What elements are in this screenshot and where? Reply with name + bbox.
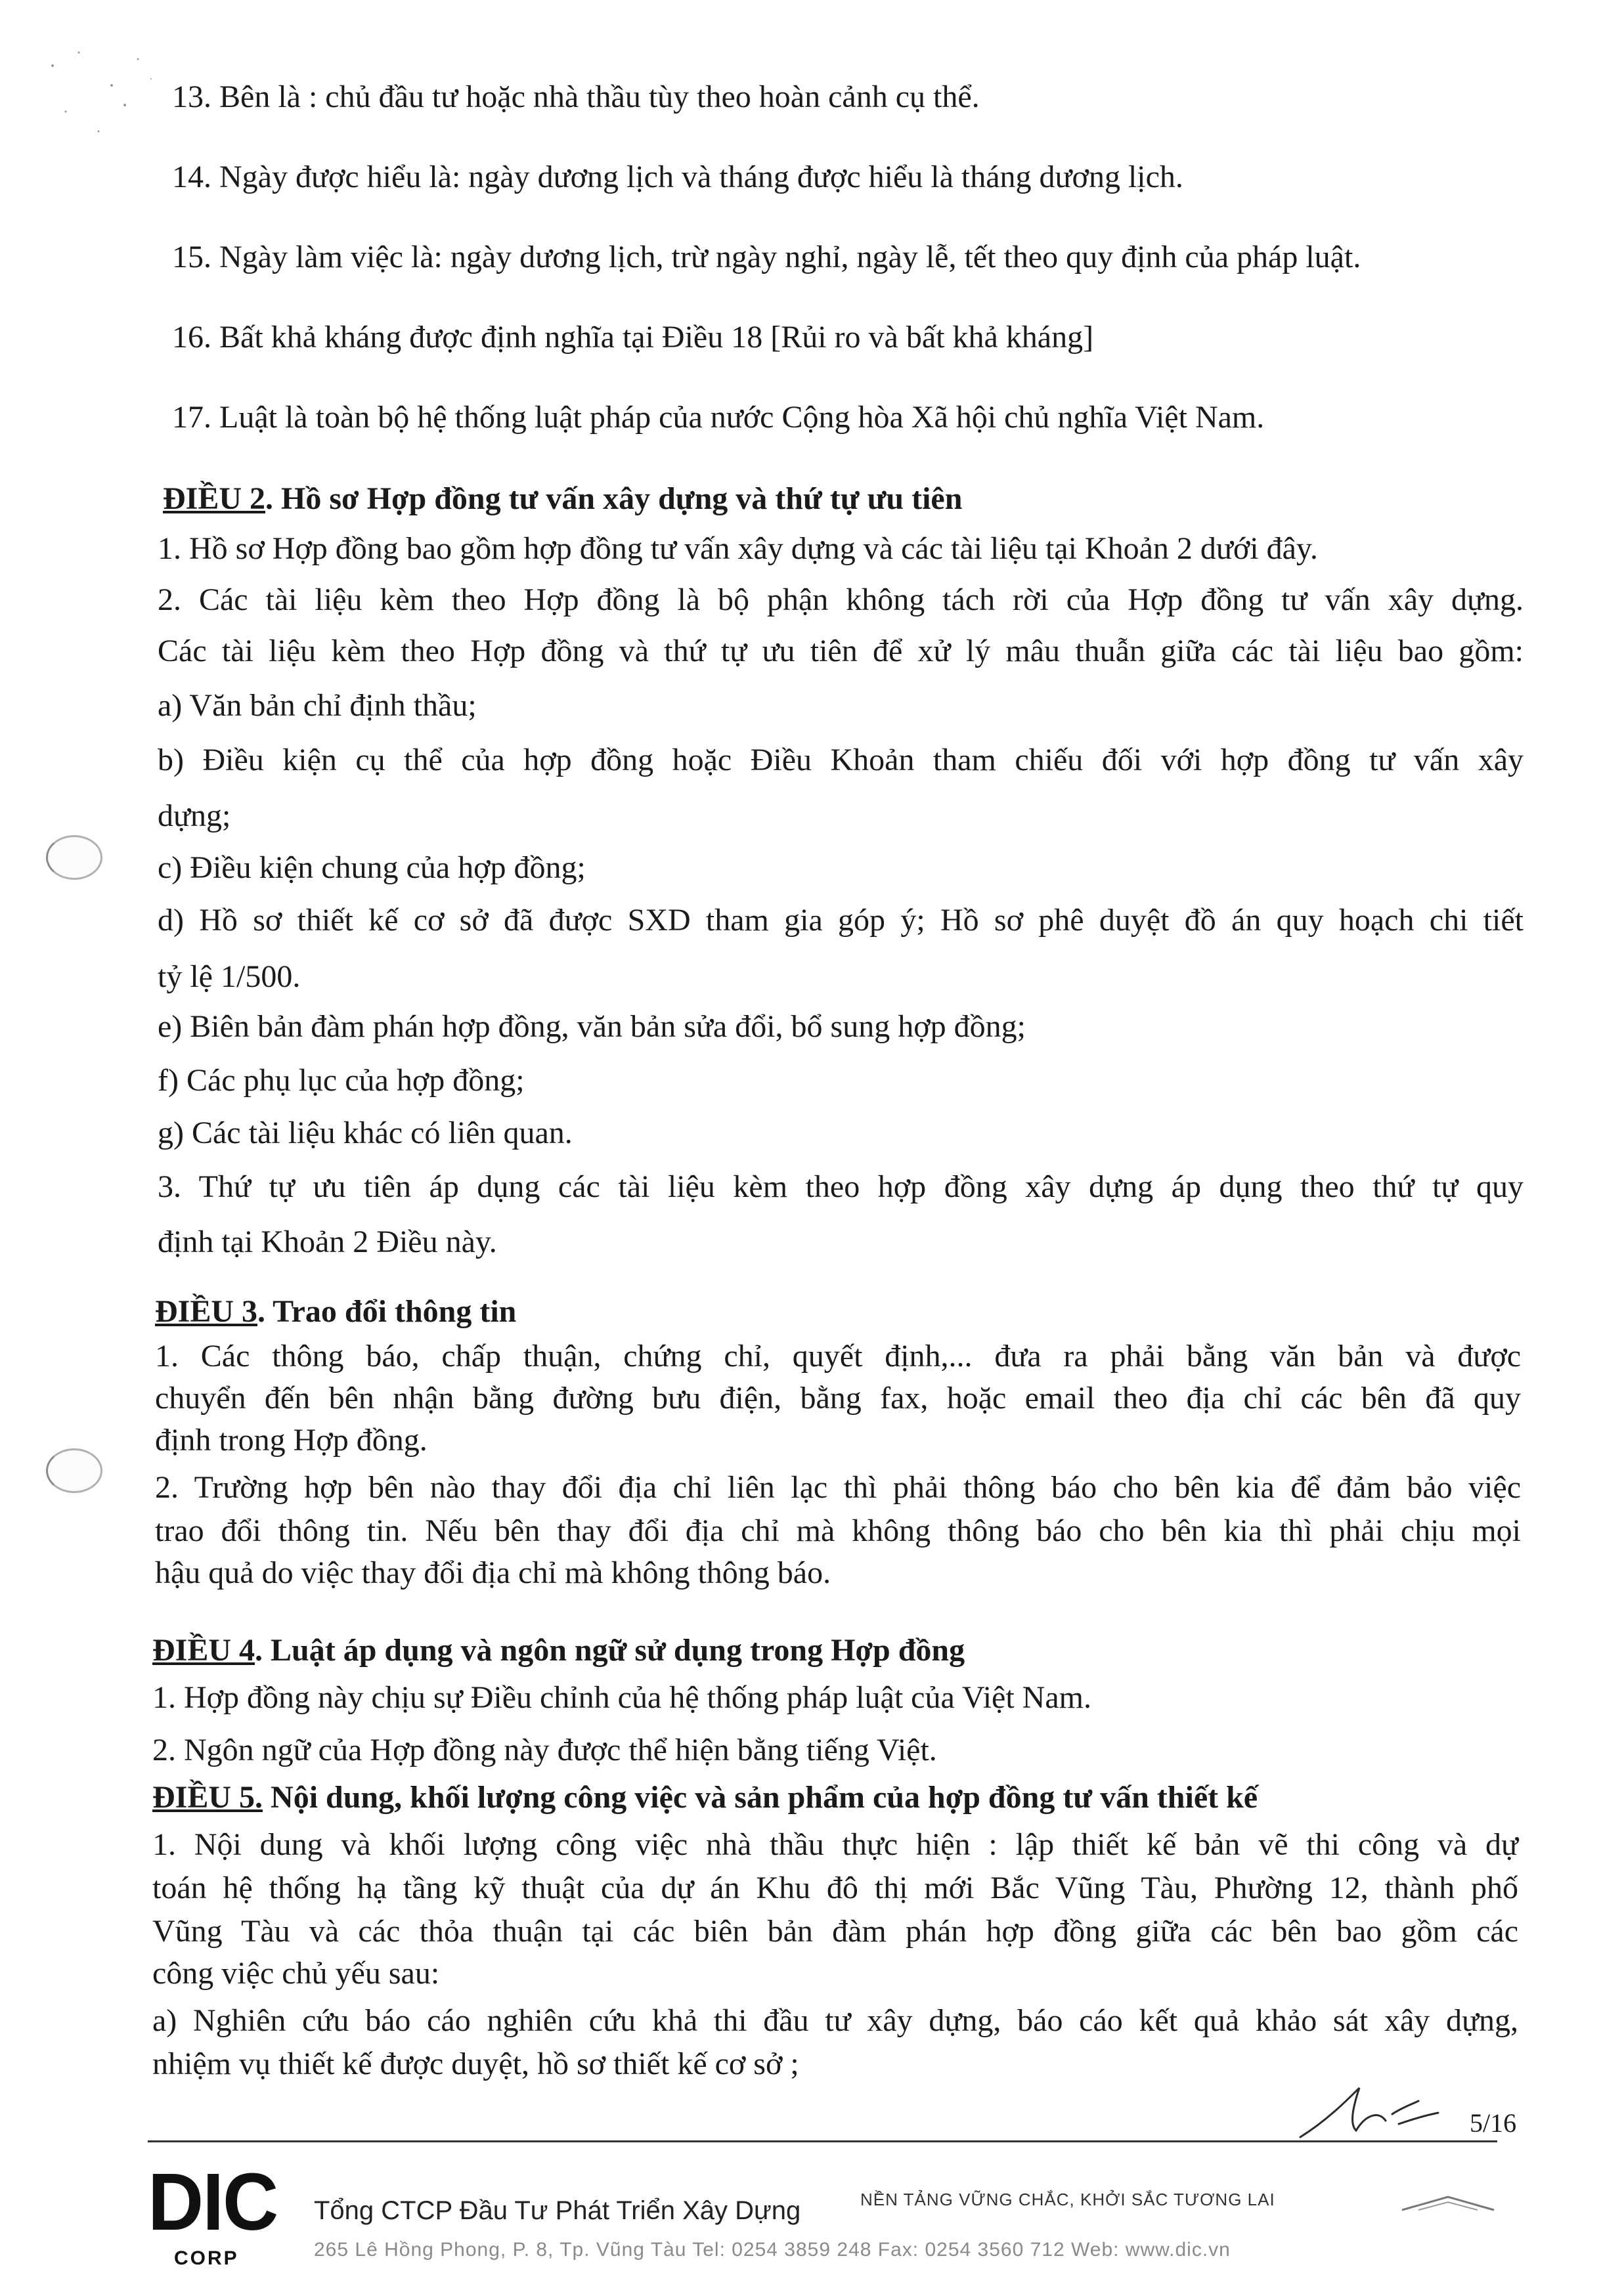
article-4-heading bbox=[152, 1631, 1518, 1670]
article-3-line: 1. Các thông báo, chấp thuận, chứng chỉ, quyết định,... đưa ra phải bằng văn bản và được bbox=[155, 1339, 1521, 1374]
article-5-label: ĐIỀU 5. bbox=[152, 1780, 263, 1815]
article-3-label: ĐIỀU 3 bbox=[155, 1294, 258, 1329]
article-3-heading bbox=[155, 1292, 1521, 1332]
article-5-title: Nội dung, khối lượng công việc và sản phẩm của hợp đồng tư vấn thiết kế bbox=[263, 1780, 1258, 1815]
article-2-line: tỷ lệ 1/500. bbox=[158, 959, 301, 994]
dic-corp-logo bbox=[148, 2156, 278, 2288]
article-5-line: toán hệ thống hạ tầng kỹ thuật của dự án Khu đô thị mới Bắc Vũng Tàu, Phường 12, thành phố bbox=[152, 1871, 1518, 1905]
article-4-line: 2. Ngôn ngữ của Hợp đồng này được thể hiện bằng tiếng Việt. bbox=[152, 1733, 937, 1767]
article-2-line: 3. Thứ tự ưu tiên áp dụng các tài liệu kèm theo hợp đồng xây dựng áp dụng theo thứ tự quy bbox=[158, 1169, 1524, 1204]
article-3-line: định trong Hợp đồng. bbox=[155, 1423, 428, 1458]
definition-17: 17. Luật là toàn bộ hệ thống luật pháp của nước Cộng hòa Xã hội chủ nghĩa Việt Nam. bbox=[172, 400, 1265, 435]
logo-subtitle: CORP bbox=[174, 2247, 239, 2269]
article-3-line: trao đổi thông tin. Nếu bên thay đổi địa chỉ mà không thông báo cho bên kia thì phải chịu mọi bbox=[155, 1513, 1521, 1548]
article-3-title: . Trao đổi thông tin bbox=[257, 1294, 517, 1329]
article-5-line: nhiệm vụ thiết kế được duyệt, hồ sơ thiết kế cơ sở ; bbox=[152, 2047, 799, 2081]
article-2-line: f) Các phụ lục của hợp đồng; bbox=[158, 1063, 525, 1098]
article-5-line: Vũng Tàu và các thỏa thuận tại các biên bản đàm phán hợp đồng giữa các bên bao gồm các bbox=[152, 1914, 1518, 1949]
article-2-title: . Hồ sơ Hợp đồng tư vấn xây dựng và thứ tự ưu tiên bbox=[265, 481, 963, 516]
article-4-title: . Luật áp dụng và ngôn ngữ sử dụng trong Hợp đồng bbox=[255, 1633, 965, 1668]
definition-16: 16. Bất khả kháng được định nghĩa tại Điều 18 [Rủi ro và bất khả kháng] bbox=[172, 320, 1094, 355]
article-2-line: a) Văn bản chỉ định thầu; bbox=[158, 688, 477, 723]
logo-mark: DIC bbox=[148, 2156, 278, 2248]
definition-15: 15. Ngày làm việc là: ngày dương lịch, trừ ngày nghỉ, ngày lễ, tết theo quy định của pháp luật. bbox=[172, 240, 1361, 274]
article-2-line: Các tài liệu kèm theo Hợp đồng và thứ tự ưu tiên để xử lý mâu thuẫn giữa các tài liệu bao gồm: bbox=[158, 634, 1524, 668]
signature-initials bbox=[1287, 2075, 1458, 2147]
company-slogan: NỀN TẢNG VỮNG CHẮC, KHỞI SẮC TƯƠNG LAI bbox=[860, 2190, 1275, 2209]
article-4-label: ĐIỀU 4 bbox=[152, 1633, 255, 1668]
article-2-line: b) Điều kiện cụ thể của hợp đồng hoặc Điều Khoản tham chiếu đối với hợp đồng tư vấn xây bbox=[158, 743, 1524, 777]
footer-divider bbox=[148, 2140, 1497, 2142]
company-contact: 265 Lê Hồng Phong, P. 8, Tp. Vũng Tàu Tel: 0254 3859 248 Fax: 0254 3560 712 Web: www.dic.vn bbox=[314, 2239, 1231, 2261]
article-4-line: 1. Hợp đồng này chịu sự Điều chỉnh của hệ thống pháp luật của Việt Nam. bbox=[152, 1680, 1091, 1715]
article-2-line: 1. Hồ sơ Hợp đồng bao gồm hợp đồng tư vấn xây dựng và các tài liệu tại Khoản 2 dưới đây. bbox=[158, 531, 1318, 566]
article-2-heading bbox=[163, 479, 1529, 519]
roof-icon bbox=[1399, 2193, 1497, 2213]
punch-hole bbox=[46, 1448, 102, 1493]
article-5-heading bbox=[152, 1778, 1518, 1817]
scan-speckles bbox=[39, 39, 171, 158]
article-2-line: 2. Các tài liệu kèm theo Hợp đồng là bộ phận không tách rời của Hợp đồng tư vấn xây dựng. bbox=[158, 582, 1524, 617]
definition-13: 13. Bên là : chủ đầu tư hoặc nhà thầu tùy theo hoàn cảnh cụ thể. bbox=[172, 79, 980, 114]
article-5-line: a) Nghiên cứu báo cáo nghiên cứu khả thi đầu tư xây dựng, báo cáo kết quả khảo sát xây dựng, bbox=[152, 2003, 1518, 2038]
article-2-line: e) Biên bản đàm phán hợp đồng, văn bản sửa đổi, bổ sung hợp đồng; bbox=[158, 1009, 1026, 1044]
company-name: Tổng CTCP Đầu Tư Phát Triển Xây Dựng bbox=[314, 2196, 801, 2225]
article-2-line: c) Điều kiện chung của hợp đồng; bbox=[158, 850, 586, 885]
article-5-line: 1. Nội dung và khối lượng công việc nhà thầu thực hiện : lập thiết kế bản vẽ thi công và dự bbox=[152, 1827, 1518, 1862]
article-5-line: công việc chủ yếu sau: bbox=[152, 1956, 440, 1991]
article-2-line: d) Hồ sơ thiết kế cơ sở đã được SXD tham gia góp ý; Hồ sơ phê duyệt đồ án quy hoạch chi tiết bbox=[158, 903, 1524, 938]
definition-14: 14. Ngày được hiểu là: ngày dương lịch và tháng được hiểu là tháng dương lịch. bbox=[172, 160, 1183, 194]
article-3-line: 2. Trường hợp bên nào thay đổi địa chỉ liên lạc thì phải thông báo cho bên kia để đảm bảo việc bbox=[155, 1470, 1521, 1505]
article-3-line: chuyển đến bên nhận bằng đường bưu điện, bằng fax, hoặc email theo địa chỉ các bên đã quy bbox=[155, 1381, 1521, 1416]
article-3-line: hậu quả do việc thay đổi địa chỉ mà không thông báo. bbox=[155, 1555, 831, 1590]
article-2-line: g) Các tài liệu khác có liên quan. bbox=[158, 1116, 573, 1150]
article-2-line: định tại Khoản 2 Điều này. bbox=[158, 1224, 497, 1259]
article-2-label: ĐIỀU 2 bbox=[163, 481, 266, 516]
article-2-line: dựng; bbox=[158, 798, 231, 833]
page-number: 5/16 bbox=[1470, 2108, 1517, 2138]
punch-hole bbox=[46, 835, 102, 880]
